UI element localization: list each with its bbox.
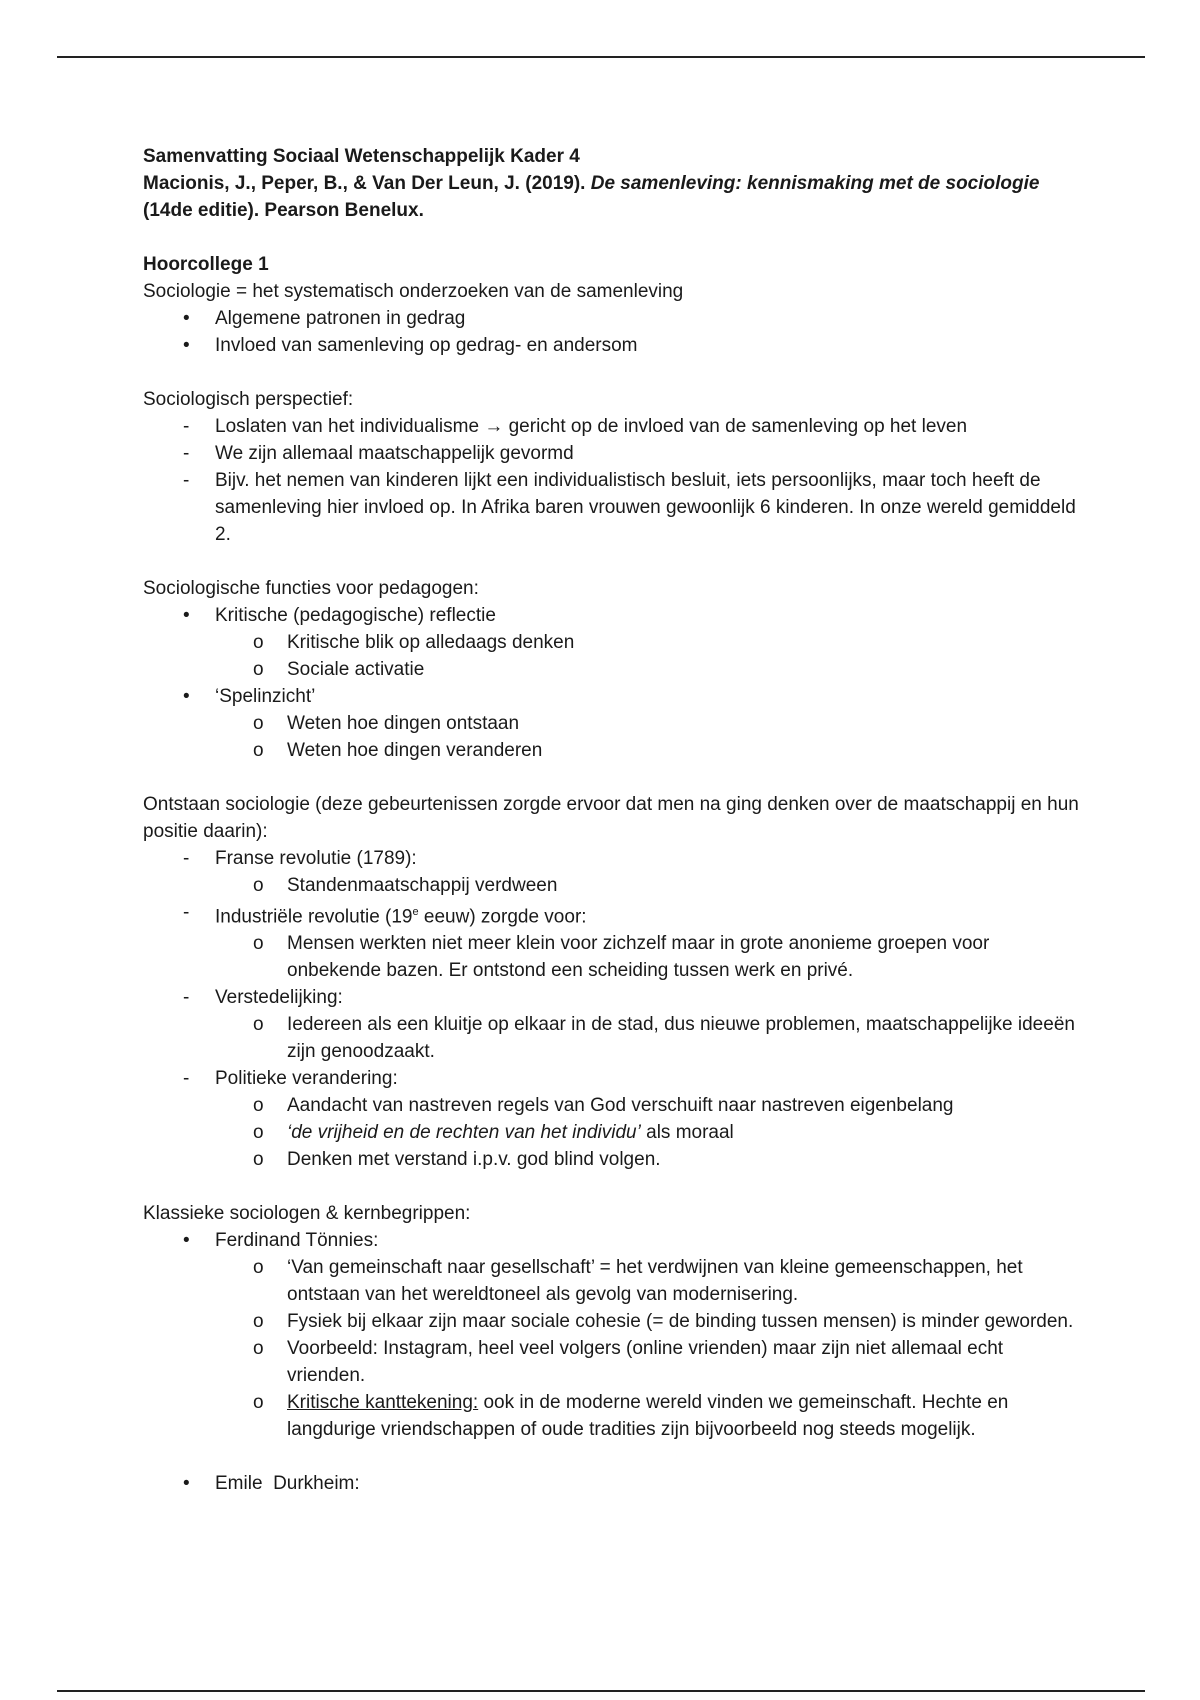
bullet-marker: [183, 1227, 190, 1254]
circle-marker: [253, 737, 264, 764]
bullet-marker: [183, 602, 190, 629]
list-item: - Industriële revolutie (19e eeuw) zorgde voor:: [143, 899, 1083, 930]
circle-marker: [253, 1119, 264, 1146]
citation: [143, 170, 1083, 224]
footer-rule: [57, 1690, 1145, 1692]
list-item: o Aandacht van nastreven regels van God verschuift naar nastreven eigenbelang: [143, 1092, 1083, 1119]
dash-marker: [183, 467, 189, 494]
circle-marker: [253, 872, 264, 899]
functions-heading: Sociologische functies voor pedagogen:: [143, 578, 479, 599]
bullet-marker: [183, 1470, 190, 1497]
sociology-definition: Sociologie = het systematisch onderzoeken van de samenleving: [143, 281, 684, 302]
origin-heading: Ontstaan sociologie (deze gebeurtenissen zorgde ervoor dat men na ging denken over de maatschappij en hun positie daarin):: [143, 794, 1079, 842]
document-title: Samenvatting Sociaal Wetenschappelijk Kader 4: [143, 146, 580, 167]
bullet-marker: [183, 332, 190, 359]
list-item: o Mensen werkten niet meer klein voor zichzelf maar in grote anonieme groepen voor onbekende bazen. Er ontstond een scheiding tussen werk en privé.: [143, 930, 1083, 984]
circle-marker: [253, 930, 264, 957]
list-item: • Algemene patronen in gedrag: [143, 305, 1083, 332]
list-item: - Bijv. het nemen van kinderen lijkt een individualistisch besluit, iets persoonlijks, maar toch heeft de samenleving hier invloed op. In Afrika baren vrouwen gewoonlijk 6 kinderen. In onze wereld gemiddeld 2.: [143, 467, 1083, 548]
list-item: • Kritische (pedagogische) reflectie: [143, 602, 1083, 629]
dash-marker: [183, 413, 189, 440]
perspective-list: [143, 413, 1083, 548]
list-item: • Ferdinand Tönnies:: [143, 1227, 1083, 1254]
list-item: o ‘de vrijheid en de rechten van het individu’ als moraal: [143, 1119, 1083, 1146]
circle-marker: [253, 1254, 264, 1281]
section-heading-hoorcollege-1: Hoorcollege 1: [143, 254, 269, 275]
circle-marker: [253, 656, 264, 683]
classics-list: [143, 1227, 1083, 1443]
circle-marker: [253, 1146, 264, 1173]
list-item: • Emile Durkheim:: [143, 1470, 1083, 1497]
classics-heading: Klassieke sociologen & kernbegrippen:: [143, 1203, 471, 1225]
list-item: - Franse revolutie (1789):: [143, 845, 1083, 872]
document-page: [143, 143, 1083, 1497]
bullet-marker: [183, 683, 190, 710]
list-item: • Invloed van samenleving op gedrag- en andersom: [143, 332, 1083, 359]
list-item: - We zijn allemaal maatschappelijk gevormd: [143, 440, 1083, 467]
circle-marker: [253, 1308, 264, 1335]
list-item: o Kritische kanttekening: ook in de moderne wereld vinden we gemeinschaft. Hechte en langdurige vriendschappen of oude tradities zijn bijvoorbeeld nog steeds mogelijk.: [143, 1389, 1083, 1443]
list-item: - Politieke verandering:: [143, 1065, 1083, 1092]
dash-marker: [183, 899, 189, 926]
list-item: • ‘Spelinzicht’: [143, 683, 1083, 710]
list-item: o ‘Van gemeinschaft naar gesellschaft’ = het verdwijnen van kleine gemeenschappen, het ontstaan van het wereldtoneel als gevolg van modernisering.: [143, 1254, 1083, 1308]
list-item: o Kritische blik op alledaags denken: [143, 629, 1083, 656]
list-item: o Weten hoe dingen veranderen: [143, 737, 1083, 764]
circle-marker: [253, 710, 264, 737]
citation-book-title: De samenleving: kennismaking met de sociologie: [590, 173, 1040, 194]
classics-list-continued: [143, 1470, 1083, 1497]
circle-marker: [253, 1335, 264, 1362]
circle-marker: [253, 1092, 264, 1119]
dash-marker: [183, 1065, 189, 1092]
circle-marker: [253, 629, 264, 656]
list-item: o Fysiek bij elkaar zijn maar sociale cohesie (= de binding tussen mensen) is minder geworden.: [143, 1308, 1083, 1335]
citation-edition: (14de editie). Pearson Benelux.: [143, 200, 424, 221]
perspective-heading: Sociologisch perspectief:: [143, 389, 354, 410]
circle-marker: [253, 1011, 264, 1038]
circle-marker: [253, 1389, 264, 1416]
dash-marker: [183, 845, 189, 872]
bullet-marker: [183, 305, 190, 332]
functions-list: [143, 602, 1083, 764]
dash-marker: [183, 984, 189, 1011]
list-item: o Weten hoe dingen ontstaan: [143, 710, 1083, 737]
list-item: o Voorbeeld: Instagram, heel veel volgers (online vrienden) maar zijn niet allemaal echt vrienden.: [143, 1335, 1083, 1389]
list-item: o Sociale activatie: [143, 656, 1083, 683]
list-item: o Standenmaatschappij verdween: [143, 872, 1083, 899]
dash-marker: [183, 440, 189, 467]
header-rule: [57, 56, 1145, 58]
list-item: - Verstedelijking:: [143, 984, 1083, 1011]
origin-list: [143, 845, 1083, 1173]
list-item: - Loslaten van het individualisme → gericht op de invloed van de samenleving op het leven: [143, 413, 1083, 440]
citation-authors: Macionis, J., Peper, B., & Van Der Leun, J. (2019).: [143, 173, 586, 194]
critique-label: Kritische kanttekening:: [287, 1392, 479, 1414]
list-item: o Denken met verstand i.p.v. god blind volgen.: [143, 1146, 1083, 1173]
definition-bullets: [143, 305, 1083, 359]
list-item: o Iedereen als een kluitje op elkaar in de stad, dus nieuwe problemen, maatschappelijke ideeën zijn genoodzaakt.: [143, 1011, 1083, 1065]
